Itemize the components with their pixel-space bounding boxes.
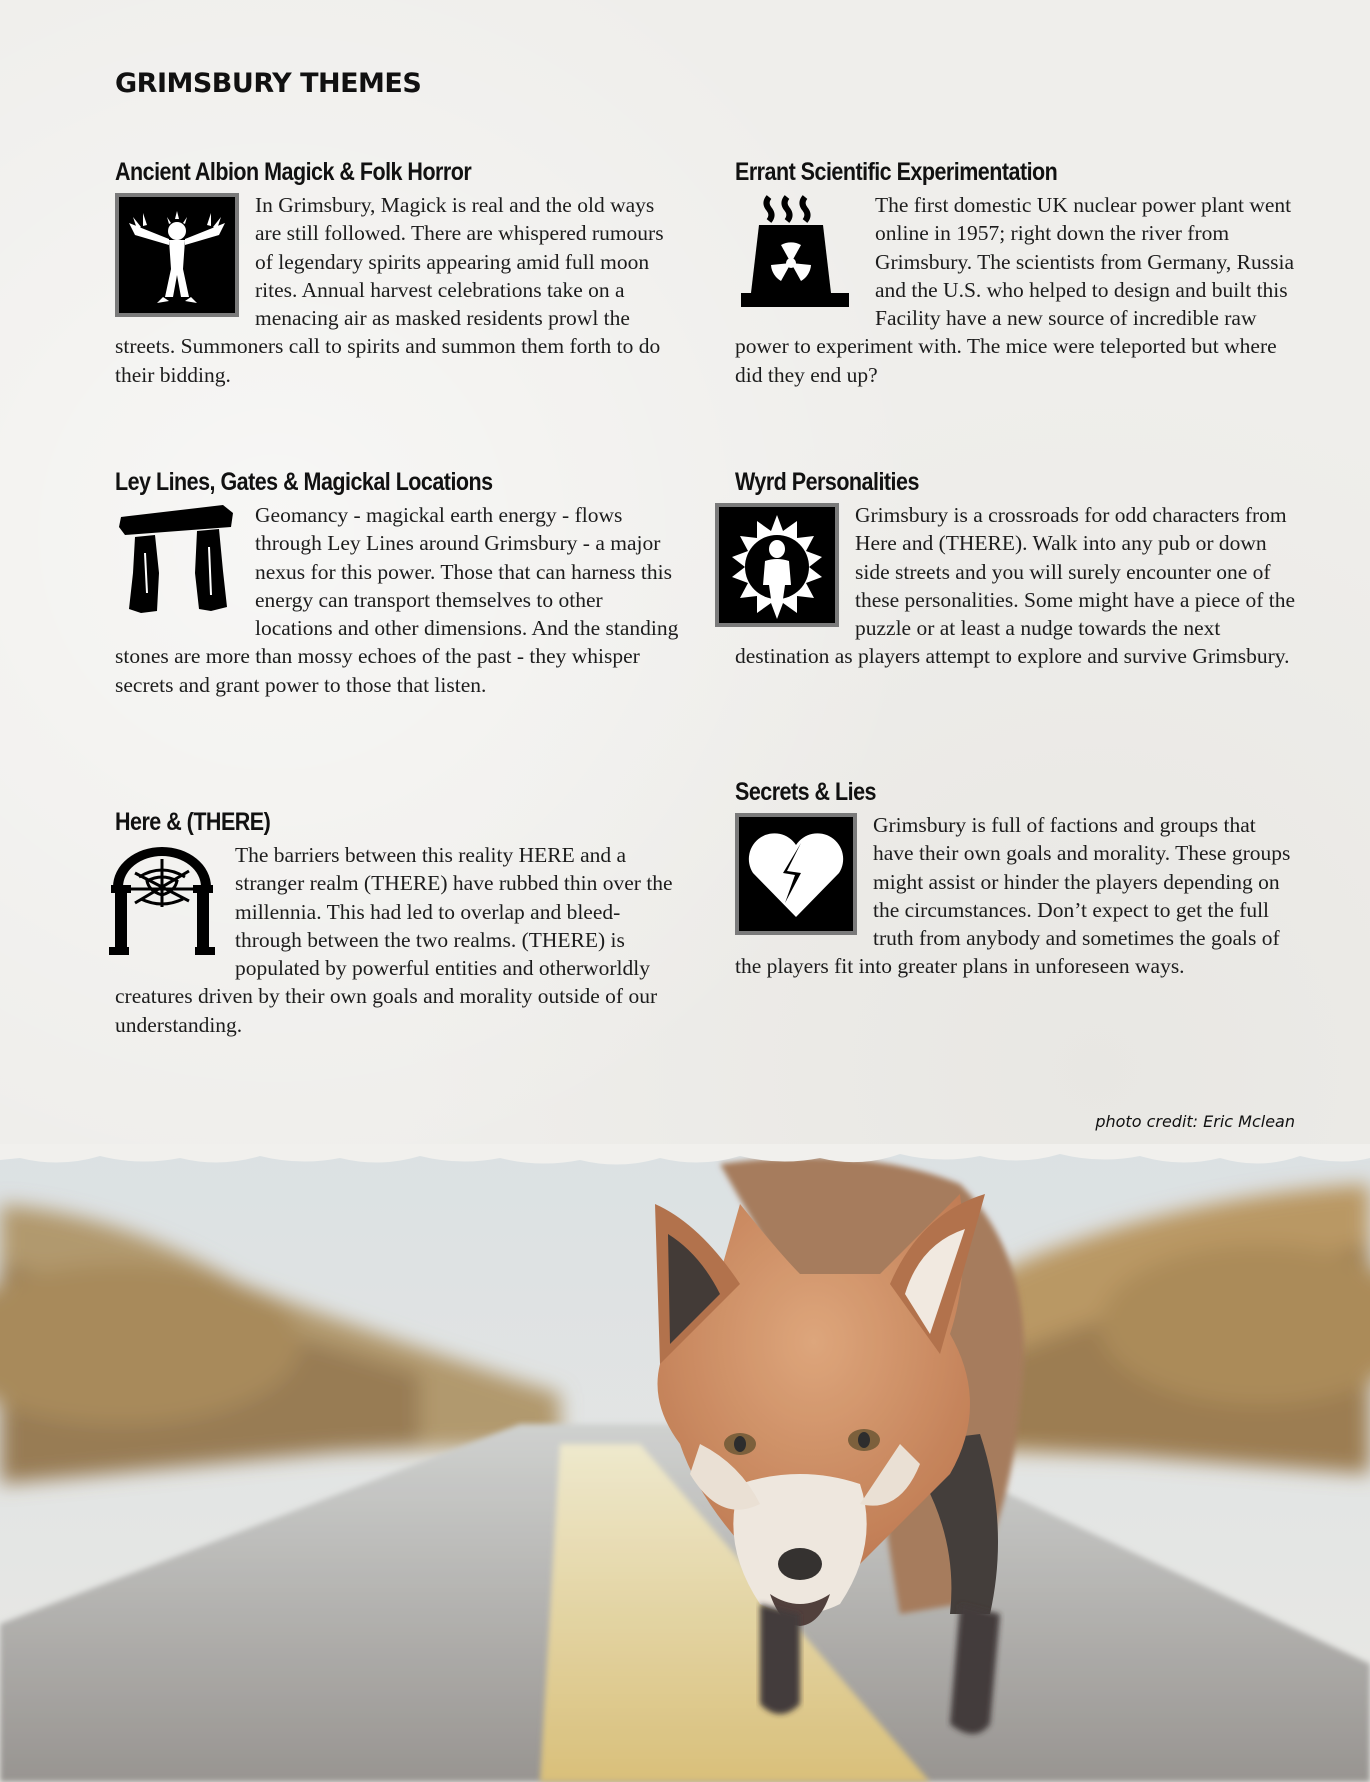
theme-ancient-albion (115, 158, 680, 389)
theme-title: Here & (THERE) (115, 808, 271, 836)
theme-title: Secrets & Lies (735, 778, 876, 806)
theme-wyrd-personalities (735, 468, 1300, 671)
theme-title: Wyrd Personalities (735, 468, 919, 496)
theme-title: Ancient Albion Magick & Folk Horror (115, 158, 472, 186)
web-gate-icon (105, 843, 219, 959)
theme-title: Ley Lines, Gates & Magickal Locations (115, 468, 493, 496)
theme-text: The barriers between this reality HERE and a stranger realm (THERE) have rubbed thin over the millennia. This had led to overlap and bleed-through between the two realms. (THERE) is populated by powerful entities and otherworldly creatures driven by their own goals and morality outside of our understanding. (115, 843, 673, 1037)
radiant-person-icon (715, 503, 839, 627)
theme-text: Geomancy - magickal earth energy - flows through Ley Lines around Grimsbury - a major nexus for this power. Those that can harness this energy can transport themselves to other locations and other dimensions. And the standing stones are more than mossy echoes of the past - they whisper secrets and grant power to those that listen. (115, 503, 679, 697)
page-title: GRIMSBURY THEMES (115, 68, 422, 99)
theme-here-there (115, 808, 680, 1039)
theme-ley-lines (115, 468, 680, 699)
theme-errant-scientific (735, 158, 1300, 389)
theme-text: Grimsbury is full of factions and groups that have their own goals and morality. These groups might assist or hinder the players depending on the circumstances. Don’t expect to get the full truth from anybody and sometimes the goals of the players fit into greater plans in unforeseen ways. (735, 813, 1291, 979)
theme-secrets-lies (735, 778, 1300, 981)
broken-heart-icon (735, 813, 857, 935)
photo-credit: photo credit: Eric Mclean (1095, 1112, 1295, 1131)
folk-figure-icon (115, 193, 239, 317)
theme-text: Grimsbury is a crossroads for odd characters from Here and (THERE). Walk into any pub or down side streets and you will surely encounter one of these personalities. Some might have a piece of the puzzle or at least a nudge towards the next destination as players attempt to explore and survive Grimsbury. (735, 503, 1296, 669)
standing-stones-icon (115, 503, 239, 619)
nuclear-plant-icon (735, 193, 859, 317)
theme-title: Errant Scientific Experimentation (735, 158, 1058, 186)
fox-on-road-photo (0, 1144, 1370, 1782)
theme-text: In Grimsbury, Magick is real and the old ways are still followed. There are whispered rumours of legendary spirits appearing amid full moon rites. Annual harvest celebrations take on a menacing air as masked residents prowl the streets. Summoners call to spirits and summon them forth to do their bidding. (115, 193, 664, 387)
theme-text: The first domestic UK nuclear power plant went online in 1957; right down the river from Grimsbury. The scientists from Germany, Russia and the U.S. who helped to design and built this Facility have a new source of incredible raw power to experiment with. The mice were teleported but where did they end up? (735, 193, 1294, 387)
